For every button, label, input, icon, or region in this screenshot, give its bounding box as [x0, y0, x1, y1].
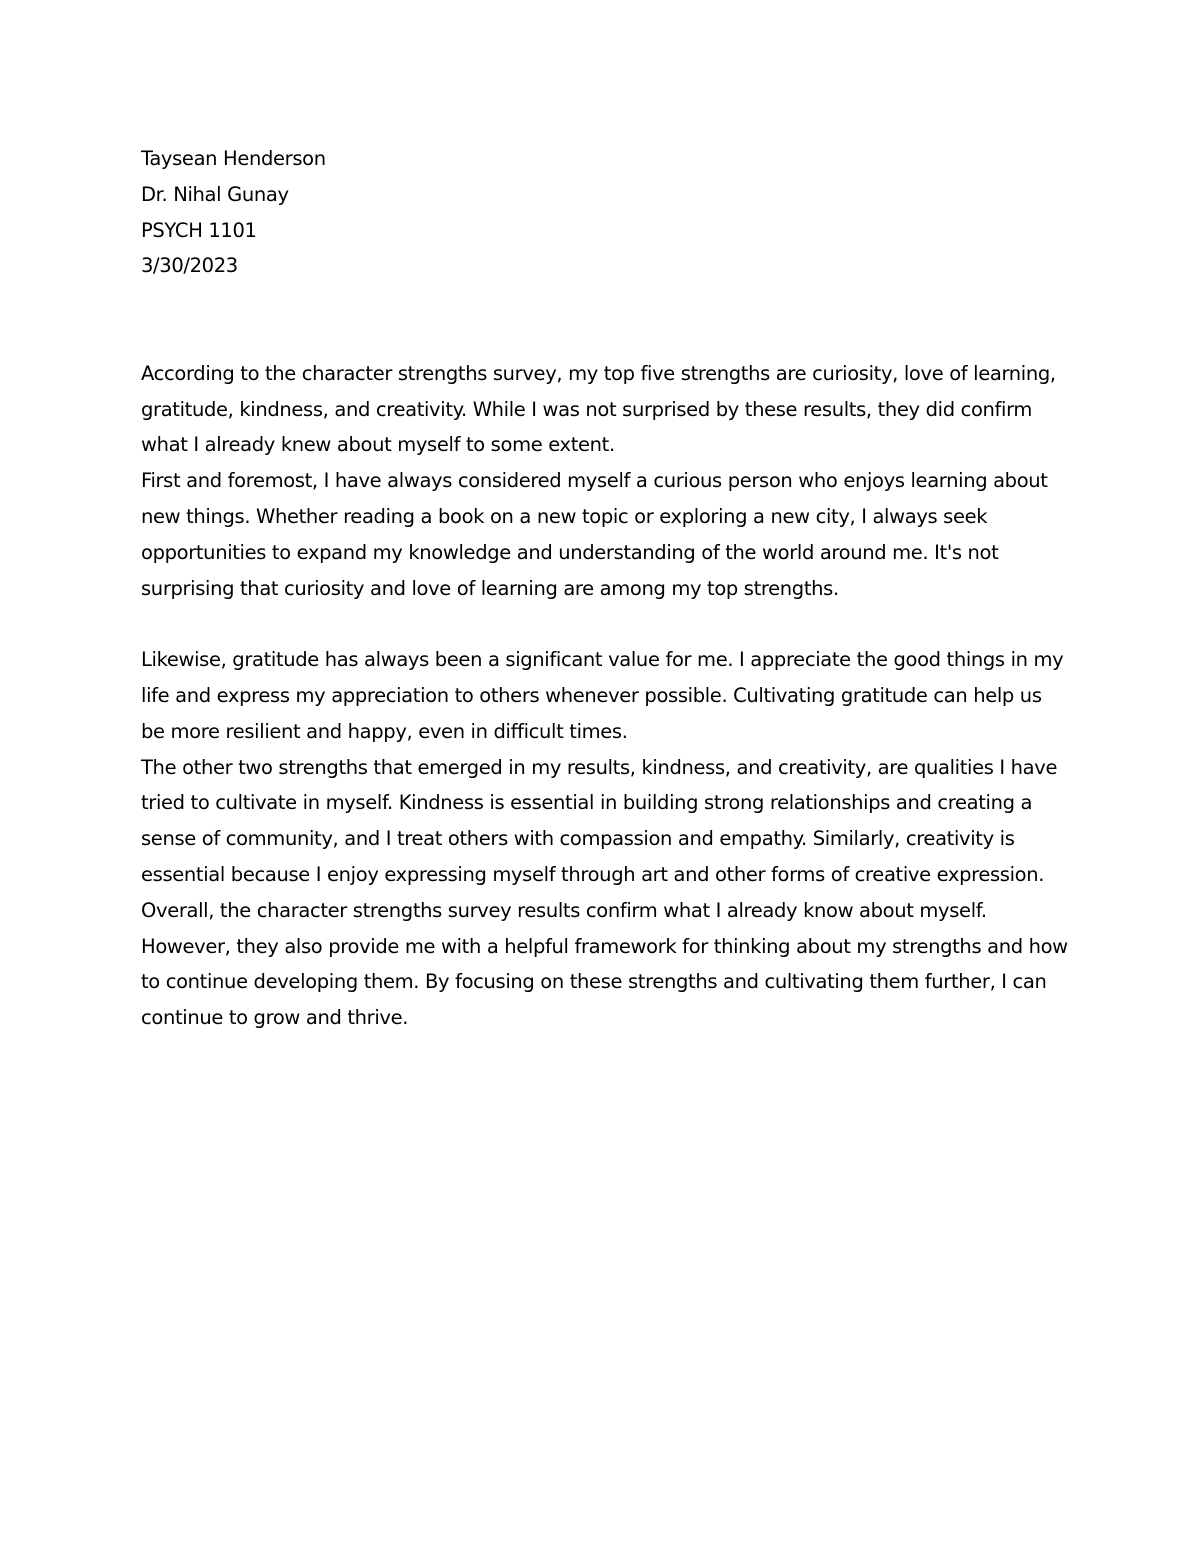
header-spacer — [141, 284, 1071, 356]
document-header — [141, 141, 1071, 284]
paragraph-4: The other two strengths that emerged in my results, kindness, and creativity, are qualities I have tried to cultivate in myself. Kindness is essential in building strong relationships and creating a sense of community, and I treat others with compassion and empathy. Similarly, creativity is essential because I enjoy expressing myself through art and other forms of creative expression. — [141, 755, 1058, 886]
course-code: PSYCH 1101 — [141, 218, 257, 242]
paragraph-2: First and foremost, I have always considered myself a curious person who enjoys learning about new things. Whether reading a book on a new topic or exploring a new city, I always seek opportunities to expand my knowledge and understanding of the world around me. It's not surprising that curiosity and love of learning are among my top strengths. — [141, 469, 1048, 600]
document-content — [141, 141, 1071, 1036]
paragraph-spacer — [141, 606, 1071, 642]
paragraph-1: According to the character strengths survey, my top five strengths are curiosity, love of learning, gratitude, kindness, and creativity. While I was not surprised by these results, they did confirm what I already knew about myself to some extent. — [141, 361, 1056, 457]
instructor-name: Dr. Nihal Gunay — [141, 182, 289, 206]
document-body — [141, 356, 1071, 1036]
author-name: Taysean Henderson — [141, 147, 326, 170]
paragraph-5: Overall, the character strengths survey results confirm what I already know about myself. However, they also provide me with a helpful framework for thinking about my strengths and how to continue developing them. By focusing on these strengths and cultivating them further, I can continue to grow and thrive. — [141, 898, 1068, 1030]
document-date: 3/30/2023 — [141, 254, 238, 278]
paragraph-3: Likewise, gratitude has always been a significant value for me. I appreciate the good things in my life and express my appreciation to others whenever possible. Cultivating gratitude can help us be more resilient and happy, even in difficult times. — [141, 648, 1064, 743]
